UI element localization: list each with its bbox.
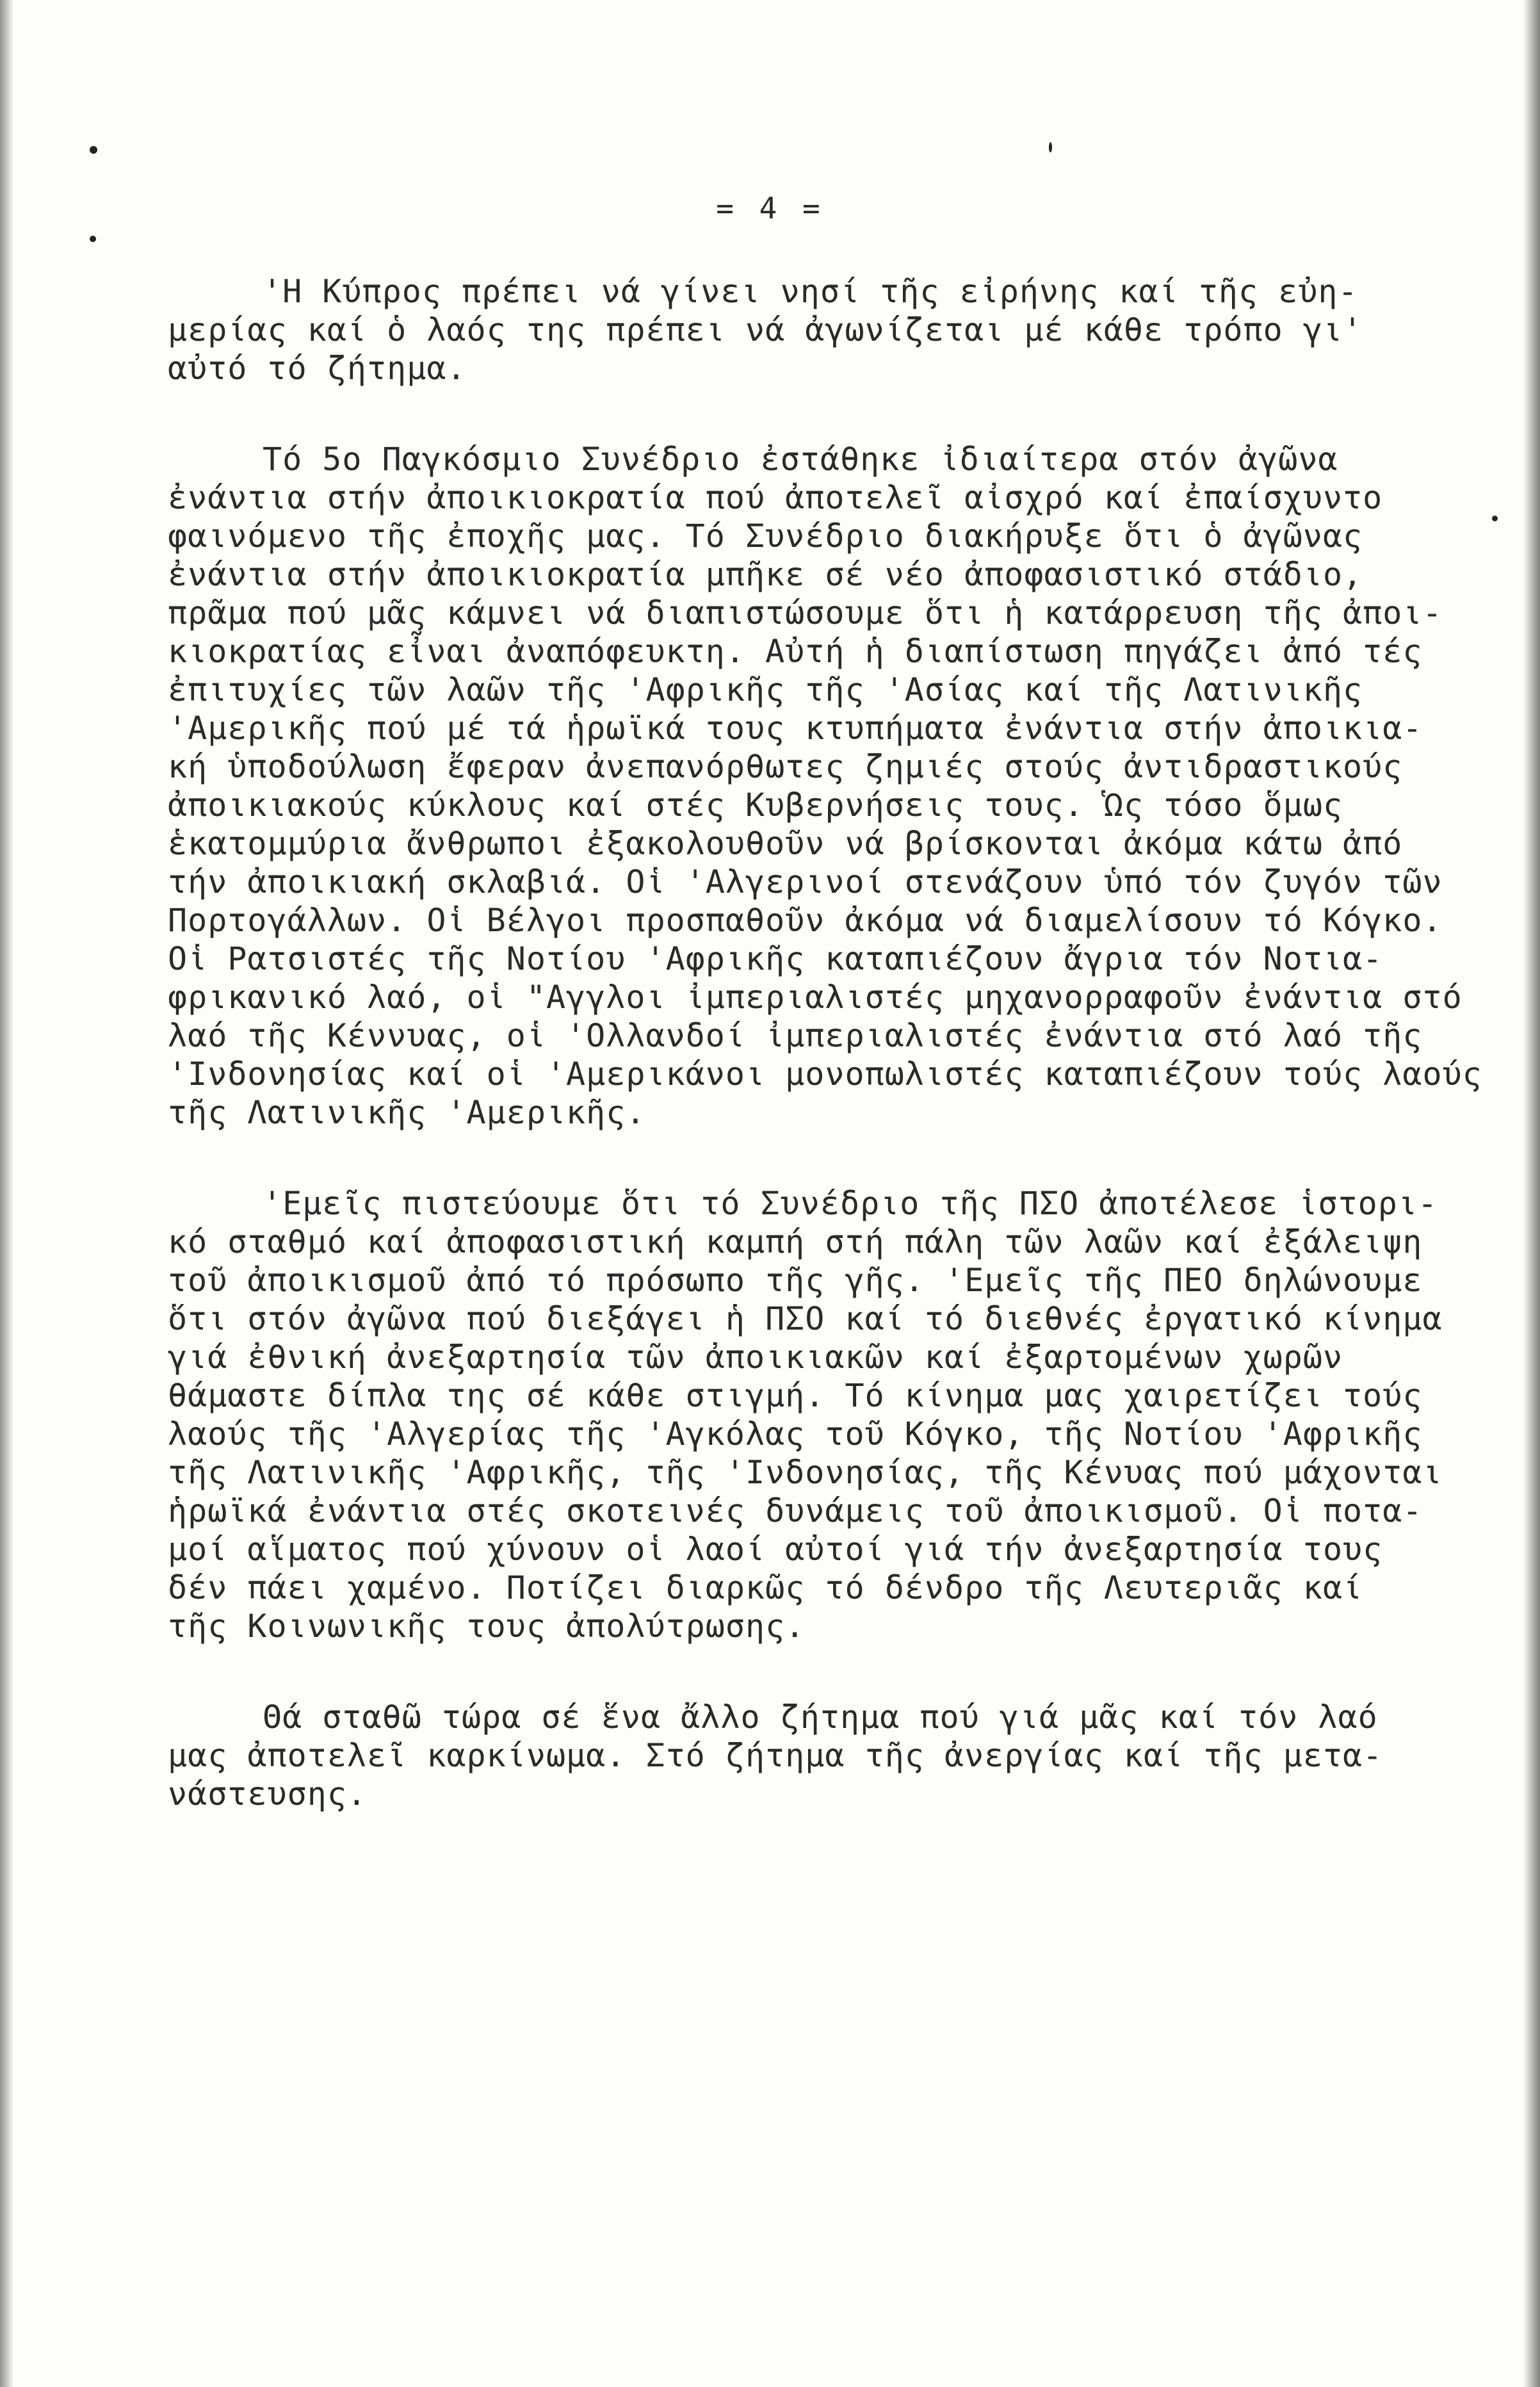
text-line: λαούς τῆς 'Αλγερίας τῆς 'Αγκόλας τοῦ Κόγκο, τῆς Νοτίου 'Αφρικῆς <box>168 1415 1423 1453</box>
text-line: θάμαστε δίπλα της σέ κάθε στιγμή. Τό κίνημα μας χαιρετίζει τούς <box>168 1377 1423 1414</box>
page-number: = 4 = <box>716 191 824 225</box>
paragraph-world-congress <box>168 440 1482 1132</box>
paragraph-peo-declaration <box>168 1184 1443 1645</box>
text-line: κή ὑποδούλωση ἔφεραν ἀνεπανόρθωτες ζημιές στούς ἀντιδραστικούς <box>168 748 1403 785</box>
text-line: ὅτι στόν ἀγῶνα πού διεξάγει ἡ ΠΣΟ καί τό διεθνές ἐργατικό κίνημα <box>168 1300 1443 1337</box>
text-line: λαό τῆς Κέννυας, οἱ 'Ολλανδοί ἰμπεριαλιστές ἐνάντια στό λαό τῆς <box>168 1017 1423 1054</box>
scan-speck <box>1049 142 1052 152</box>
text-line: μας ἀποτελεῖ καρκίνωμα. Στό ζήτημα τῆς ἀνεργίας καί τῆς μετα- <box>168 1737 1383 1774</box>
text-line: ἐπιτυχίες τῶν λαῶν τῆς 'Αφρικῆς τῆς 'Ασίας καί τῆς Λατινικῆς <box>168 671 1363 708</box>
text-line: Θά σταθῶ τώρα σέ ἕνα ἄλλο ζήτημα πού γιά μᾶς καί τόν λαό <box>263 1699 1378 1736</box>
scan-speck <box>90 146 97 154</box>
scan-edge-left <box>0 0 14 2387</box>
text-line: τήν ἀποικιακή σκλαβιά. Οἱ 'Αλγερινοί στενάζουν ὑπό τόν ζυγόν τῶν <box>168 863 1443 900</box>
text-line: ἑκατομμύρια ἄνθρωποι ἐξακολουθοῦν νά βρίσκονται ἀκόμα κάτω ἀπό <box>168 825 1403 862</box>
text-line: ἀποικιακούς κύκλους καί στές Κυβερνήσεις τους. Ὡς τόσο ὅμως <box>168 786 1343 824</box>
text-line: μερίας καί ὁ λαός της πρέπει νά ἀγωνίζεται μέ κάθε τρόπο γι' <box>168 311 1363 348</box>
text-line: ἐνάντια στήν ἀποικιοκρατία πού ἀποτελεῖ αἰσχρό καί ἐπαίσχυντο <box>168 479 1383 516</box>
text-line: τῆς Κοινωνικῆς τους ἀπολύτρωσης. <box>168 1608 806 1645</box>
paragraph-unemployment <box>168 1698 1439 1813</box>
text-line: κιοκρατίας εἶναι ἀναπόφευκτη. Αὐτή ἡ διαπίστωση πηγάζει ἀπό τές <box>168 633 1423 670</box>
text-line: τοῦ ἀποικισμοῦ ἀπό τό πρόσωπο τῆς γῆς. 'Εμεῖς τῆς ΠΕΟ δηλώνουμε <box>168 1262 1423 1299</box>
text-line: Τό 5ο Παγκόσμιο Συνέδριο ἐστάθηκε ἰδιαίτερα στόν ἀγῶνα <box>263 441 1338 478</box>
text-line: Πορτογάλλων. Οἱ Βέλγοι προσπαθοῦν ἀκόμα νά διαμελίσουν τό Κόγκο. <box>168 902 1443 939</box>
text-line: νάστευσης. <box>168 1775 368 1813</box>
text-line: ἡρωϊκά ἐνάντια στές σκοτεινές δυνάμεις τοῦ ἀποικισμοῦ. Οἱ ποτα- <box>168 1492 1423 1529</box>
text-line: 'Εμεῖς πιστεύουμε ὅτι τό Συνέδριο τῆς ΠΣΟ ἀποτέλεσε ἱστορι- <box>263 1185 1438 1222</box>
scan-speck <box>90 236 96 242</box>
scan-speck <box>1492 516 1498 521</box>
text-line: Οἱ Ρατσιστές τῆς Νοτίου 'Αφρικῆς καταπιέζουν ἄγρια τόν Νοτια- <box>168 940 1383 977</box>
text-line: φρικανικό λαό, οἱ "Αγγλοι ἰμπεριαλιστές μηχανορραφοῦν ἐνάντια στό <box>168 979 1463 1016</box>
text-line: τῆς Λατινικῆς 'Αφρικῆς, τῆς 'Ινδονησίας, τῆς Κένυας πού μάχονται <box>168 1454 1443 1491</box>
text-line: αὐτό τό ζήτημα. <box>168 350 467 387</box>
paragraph-cyprus-peace <box>168 272 1439 387</box>
text-line: ἐνάντια στήν ἀποικιοκρατία μπῆκε σέ νέο ἀποφασιστικό στάδιο, <box>168 556 1363 593</box>
text-line: τῆς Λατινικῆς 'Αμερικῆς. <box>168 1094 646 1131</box>
document-body <box>168 272 1482 1866</box>
text-line: 'Ινδονησίας καί οἱ 'Αμερικάνοι μονοπωλιστές καταπιέζουν τούς λαούς <box>168 1055 1482 1093</box>
text-line: δέν πάει χαμένο. Ποτίζει διαρκῶς τό δένδρο τῆς Λευτεριᾶς καί <box>168 1569 1363 1606</box>
text-line: κό σταθμό καί ἀποφασιστική καμπή στή πάλη τῶν λαῶν καί ἐξάλειψη <box>168 1223 1423 1260</box>
text-line: μοί αἵματος πού χύνουν οἱ λαοί αὐτοί γιά τήν ἀνεξαρτησία τους <box>168 1531 1383 1568</box>
text-line: φαινόμενο τῆς ἐποχῆς μας. Τό Συνέδριο διακήρυξε ὅτι ὁ ἀγῶνας <box>168 517 1363 555</box>
scan-edge-right <box>1523 0 1540 2387</box>
text-line: 'Η Κύπρος πρέπει νά γίνει νησί τῆς εἰρήνης καί τῆς εὐη- <box>263 273 1358 310</box>
text-line: 'Αμερικῆς πού μέ τά ἡρωϊκά τους κτυπήματα ἐνάντια στήν ἀποικια- <box>168 710 1423 747</box>
text-line: πρᾶμα πού μᾶς κάμνει νά διαπιστώσουμε ὅτι ἡ κατάρρευση τῆς ἀποι- <box>168 594 1443 631</box>
text-line: γιά ἐθνική ἀνεξαρτησία τῶν ἀποικιακῶν καί ἐξαρτομένων χωρῶν <box>168 1339 1343 1376</box>
